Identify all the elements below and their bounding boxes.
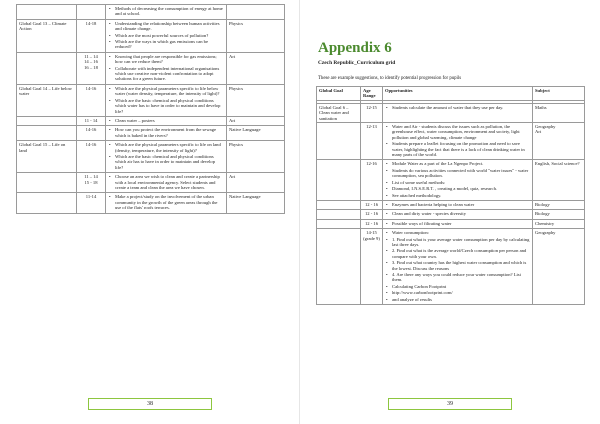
global-goal-cell [317,123,361,160]
header-global-goal: Global Goal [317,87,361,101]
global-goal-cell [17,5,77,20]
table-row [17,116,285,125]
global-goal-cell: Global Goal 15 – Life on land [17,141,77,173]
opportunity-item: • Which are the physical parameters specific to life below water (water density, temperature, the intensity of light)? [108,86,224,97]
opportunity-item: • Which are the ways in which gas emissions can be reduced? [108,39,224,50]
age-range-cell: 12-13 [361,123,383,160]
opportunities-cell [106,5,227,20]
opportunities-cell [383,160,533,200]
opportunities-cell [106,141,227,173]
age-range-cell: 11-14 [77,193,106,213]
table-row [17,5,285,20]
opportunity-list [385,211,530,216]
appendix-title: Appendix 6 [318,40,392,56]
age-range-cell: 12 - 16 [361,210,383,219]
age-range-cell: 14-16 [77,141,106,173]
opportunity-item: • Enzymes and bacteria helping to clean water [385,202,530,207]
header-age-range: Age Range [361,87,383,101]
curriculum-table-right [316,86,585,305]
opportunity-item: • Calculating Carbon Footprint [385,284,530,289]
opportunity-list [108,21,224,50]
opportunity-item: • Students calculate the amount of water that they use per day. [385,105,530,110]
opportunities-cell [383,123,533,160]
table-row [17,173,285,193]
subject-cell: Art [227,173,285,193]
subject-cell: Physics [227,84,285,116]
opportunity-item: • Choose an area we wish to clean and create a partnership with a local environmental agency. Select students and create a team and clean the area we have chosen. [108,174,224,190]
table-row [317,200,585,209]
subject-cell: Chemistry [533,219,585,228]
opportunity-item: • Which are the most powerful sources of pollution? [108,33,224,38]
subject-cell: Biology [533,200,585,209]
global-goal-cell: Global Goal 6 – Clean water and sanitation [317,103,361,122]
opportunities-cell [106,84,227,116]
grid-subtitle: Czech Republic_Curriculum grid [318,60,396,66]
subject-cell: Native Language [227,193,285,213]
opportunity-list [108,118,224,123]
opportunity-list [385,230,530,302]
opportunity-item: • Module Water as a part of the La Ngenpo Project. [385,161,530,166]
opportunity-item: • 3. Find out what country has the highest water consumption and which is the lowest. Discuss the reasons [385,260,530,271]
subject-cell: Art [227,116,285,125]
page-number: 38 [88,398,212,410]
table-header-row [317,87,585,101]
opportunity-item: • 1. Find out what is your average water consumption per day by calculating last three days. [385,237,530,248]
subject-cell: Physics [227,19,285,52]
opportunity-item: • Methods of decreasing the consumption of energy at home and at school. [108,6,224,17]
age-range-cell: 12-16 [361,160,383,200]
opportunity-item: • Knowing that people are responsible for gas emissions; how can we reduce them? [108,54,224,65]
age-range-cell: 12 - 16 [361,219,383,228]
age-range-cell: 11 – 14 15 - 18 [77,173,106,193]
opportunity-item: • Water consumption: [385,230,530,235]
opportunity-item: • List of some useful methods: [385,180,530,185]
opportunity-item: • Water and Air - students discuss the issues such as pollution, the greenhouse effect, water consumption, environment and society, light pollution and global warming, climate change [385,124,530,140]
opportunities-cell [106,126,227,141]
opportunities-cell [106,52,227,84]
header-subject: Subject [533,87,585,101]
page-number: 39 [388,398,512,410]
opportunity-item: • Which are the basic chemical and physical conditions which air has to have in order to maintain and develop life? [108,154,224,170]
global-goal-cell [317,160,361,200]
global-goal-cell [17,126,77,141]
opportunity-item: • http://www.carbonfootprint.com/ [385,290,530,295]
opportunities-cell [106,193,227,213]
table-row [317,210,585,219]
subject-cell [227,5,285,20]
opportunity-item: • Diamond, I.N.S.E.R.T. , creating a model, quiz, research. [385,186,530,191]
opportunity-list [108,6,224,17]
opportunity-item: • Possible ways of filtrating water [385,221,530,226]
age-range-cell: 12 - 16 [361,200,383,209]
opportunity-item: • Make a project/study on the involvement of the urban community in the growth of the green areas through the use of the flats' roofs terraces. [108,194,224,210]
opportunities-cell [106,173,227,193]
table-row [317,103,585,122]
table-row [317,229,585,305]
subject-cell: Geography [533,229,585,305]
table-row [17,141,285,173]
table-row [317,160,585,200]
opportunity-item: • Which are the basic chemical and physical conditions which water has to have in order to maintain and develop life? [108,98,224,114]
table-row [17,126,285,141]
table-row [17,84,285,116]
opportunity-item: • Students prepare a leaflet focusing on the promotion and need to save water, highlighting the fact that there is a lack of clean drinking water in many parts of the world. [385,141,530,157]
opportunity-item: • See attached methodology. [385,193,530,198]
table-row [317,123,585,160]
opportunity-item: • Clean water – posters [108,118,224,123]
opportunity-item: • Which are the physical parameters specific to life on land (density, temperature, the intensity of light)? [108,142,224,153]
age-range-cell: 14-16 [77,126,106,141]
opportunities-cell [383,200,533,209]
global-goal-cell [317,229,361,305]
subject-cell: Physics [227,141,285,173]
age-range-cell: 12-15 [361,103,383,122]
opportunity-list [108,86,224,114]
age-range-cell: 11 - 14 [77,116,106,125]
right-page [300,0,600,424]
opportunity-list [385,202,530,207]
age-range-cell [77,5,106,20]
table-row [17,19,285,52]
opportunity-item: • 4. Are there any ways you could reduce your water consumption? List them. [385,272,530,283]
opportunities-cell [383,103,533,122]
global-goal-cell [17,173,77,193]
opportunity-item: • 2. Find out what is the average world/Czech consumption per person and compare with your own. [385,248,530,259]
global-goal-cell [17,52,77,84]
opportunity-list [385,124,530,157]
curriculum-table-left [16,4,285,214]
opportunity-item: • and analyze of results [385,297,530,302]
global-goal-cell [317,200,361,209]
subject-cell: Art [227,52,285,84]
subject-cell: English, Social science? [533,160,585,200]
subject-cell: Native Language [227,126,285,141]
opportunity-item: • Understanding the relationship between human activities and climate change. [108,21,224,32]
global-goal-cell [317,219,361,228]
opportunities-cell [383,229,533,305]
opportunity-item: • How can you protect the environment from the sewage which is baked in the rivers? [108,127,224,138]
age-range-cell: 14-18 [77,19,106,52]
opportunity-list [108,142,224,170]
subject-cell: Biology [533,210,585,219]
opportunity-item: • Clean and dirty water - species diversity [385,211,530,216]
opportunity-item: • Collaborate with independent international organisations which use creative non-violent confrontation to adopt solutions for a green future. [108,66,224,82]
opportunities-cell [383,210,533,219]
global-goal-cell [317,210,361,219]
opportunities-cell [383,219,533,228]
table-row [17,193,285,213]
opportunity-list [385,161,530,197]
opportunity-list [108,127,224,138]
age-range-cell: 14-15 (grade 9) [361,229,383,305]
opportunity-list [385,105,530,110]
global-goal-cell: Global Goal 14 – Life below water [17,84,77,116]
subject-cell: Geography Art [533,123,585,160]
opportunities-cell [106,19,227,52]
age-range-cell: 11 – 14 14 – 16 16 – 18 [77,52,106,84]
opportunity-list [108,194,224,210]
intro-text: These are example suggestions, to identify potential progression for pupils [318,76,462,81]
opportunity-list [108,174,224,190]
opportunity-item: • Students do various activities connected with world "water issues" - water consumption, sea pollution. [385,168,530,179]
global-goal-cell [17,193,77,213]
global-goal-cell: Global Goal 13 – Climate Action [17,19,77,52]
table-row [317,219,585,228]
opportunity-list [385,221,530,226]
age-range-cell: 14-16 [77,84,106,116]
opportunities-cell [106,116,227,125]
header-opportunities: Opportunities [383,87,533,101]
global-goal-cell [17,116,77,125]
subject-cell: Maths [533,103,585,122]
table-row [17,52,285,84]
opportunity-list [108,54,224,82]
